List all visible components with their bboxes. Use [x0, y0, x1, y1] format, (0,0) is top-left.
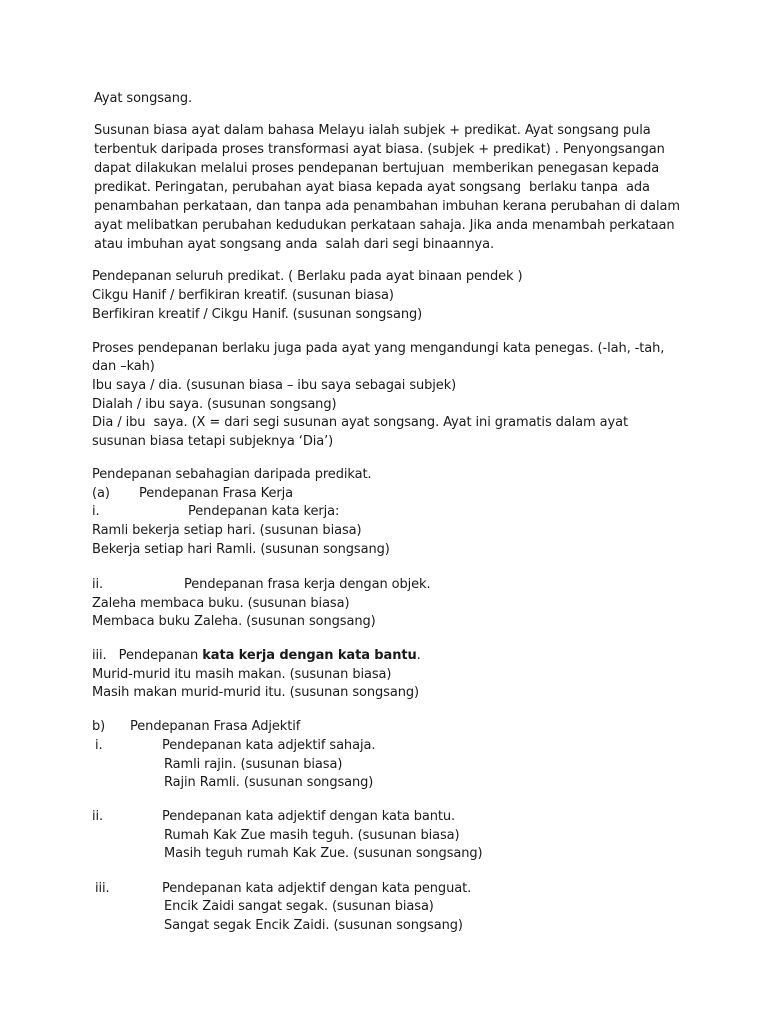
list-marker: ii.	[92, 809, 104, 824]
intro-line: terbentuk daripada proses transformasi ayat biasa. (subjek + predikat) . Penyongsangan	[94, 142, 665, 157]
intro-line: dapat dilakukan melalui proses pendepanan bertujuan memberikan penegasan kepada	[94, 161, 660, 176]
example-line: Dia / ibu saya. (X = dari segi susunan ayat songsang. Ayat ini gramatis dalam ayat	[92, 415, 628, 430]
example-line: Bekerja setiap hari Ramli. (susunan songsang)	[92, 542, 390, 557]
intro-line: atau imbuhan ayat songsang anda salah dari segi binaannya.	[94, 237, 495, 252]
intro-line: penambahan perkataan, dan tanpa ada penambahan imbuhan kerana perubahan di dalam	[94, 199, 680, 214]
list-marker: ii.	[92, 577, 104, 592]
example-line: Sangat segak Encik Zaidi. (susunan songsang)	[164, 918, 463, 933]
example-line: Ramli rajin. (susunan biasa)	[164, 757, 343, 772]
list-marker: iii.	[95, 881, 110, 896]
subsection-heading: Pendepanan Frasa Kerja	[139, 486, 293, 501]
list-item-heading: Pendepanan kata adjektif sahaja.	[162, 738, 376, 753]
intro-line: Susunan biasa ayat dalam bahasa Melayu ialah subjek + predikat. Ayat songsang pula	[94, 123, 651, 138]
item-end: .	[416, 648, 421, 663]
example-line: Cikgu Hanif / berfikiran kreatif. (susunan biasa)	[92, 288, 394, 303]
subsection-heading: Pendepanan Frasa Adjektif	[130, 719, 301, 734]
example-line: Encik Zaidi sangat segak. (susunan biasa)	[164, 899, 434, 914]
example-line: Ramli bekerja setiap hari. (susunan biasa)	[92, 523, 362, 538]
example-line: Rumah Kak Zue masih teguh. (susunan biasa)	[164, 828, 460, 843]
section-heading: Pendepanan seluruh predikat. ( Berlaku pada ayat binaan pendek )	[92, 269, 523, 284]
list-item-heading: Pendepanan kata kerja:	[188, 504, 340, 519]
example-line: Masih teguh rumah Kak Zue. (susunan songsang)	[164, 846, 483, 861]
example-line: Rajin Ramli. (susunan songsang)	[164, 775, 374, 790]
example-line: Zaleha membaca buku. (susunan biasa)	[92, 596, 350, 611]
intro-line: predikat. Peringatan, perubahan ayat biasa kepada ayat songsang berlaku tanpa ada	[94, 180, 650, 195]
list-item-heading: Pendepanan frasa kerja dengan objek.	[184, 577, 431, 592]
list-item-heading	[92, 647, 421, 665]
example-line: Berfikiran kreatif / Cikgu Hanif. (susunan songsang)	[92, 307, 423, 322]
list-marker: i.	[95, 738, 103, 753]
section-heading: Proses pendepanan berlaku juga pada ayat yang mengandungi kata penegas. (-lah, -tah,	[92, 341, 665, 356]
example-line: Ibu saya / dia. (susunan biasa – ibu saya sebagai subjek)	[92, 378, 457, 393]
example-line: Membaca buku Zaleha. (susunan songsang)	[92, 614, 376, 629]
section-heading: dan –kah)	[92, 359, 155, 374]
list-marker: b)	[92, 719, 106, 734]
list-item-heading: Pendepanan kata adjektif dengan kata penguat.	[162, 881, 472, 896]
intro-line: ayat melibatkan perubahan kedudukan perkataan sahaja. Jika anda menambah perkataan	[94, 218, 675, 233]
item-prefix: iii. Pendepanan	[92, 648, 203, 663]
section-heading: Pendepanan sebahagian daripada predikat.	[92, 467, 372, 482]
example-line: Masih makan murid-murid itu. (susunan songsang)	[92, 685, 419, 700]
list-item-heading: Pendepanan kata adjektif dengan kata bantu.	[162, 809, 456, 824]
example-line: Murid-murid itu masih makan. (susunan biasa)	[92, 667, 392, 682]
list-marker: i.	[92, 504, 100, 519]
doc-title: Ayat songsang.	[94, 91, 193, 106]
example-line: Dialah / ibu saya. (susunan songsang)	[92, 397, 337, 412]
example-line: susunan biasa tetapi subjeknya ‘Dia’)	[92, 434, 334, 449]
bold-term: kata kerja dengan kata bantu	[202, 648, 417, 663]
list-marker: (a)	[92, 486, 110, 501]
